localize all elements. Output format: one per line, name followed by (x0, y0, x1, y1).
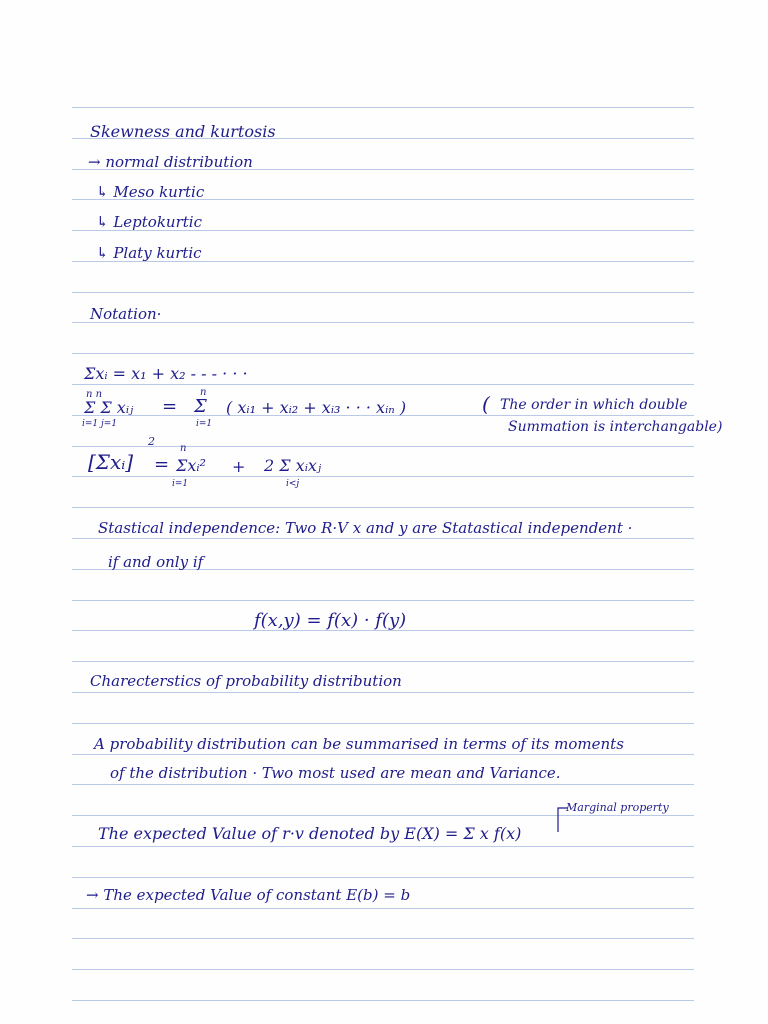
ruled-line (72, 507, 694, 508)
double-sum-lower-limits: i=1 j=1 (82, 419, 118, 429)
normal-distribution-item: → normal distribution (88, 153, 253, 171)
term1-upper-limit: n (180, 443, 187, 454)
ruled-line (72, 938, 694, 939)
interchange-comment-line2: Summation is interchangable) (508, 419, 723, 435)
comment-open-paren: ( (482, 392, 490, 416)
marginal-property-label: Marginal property (566, 801, 669, 814)
ruled-line (72, 784, 694, 785)
rhs-upper-limit: n (200, 387, 207, 398)
ruled-line (72, 538, 694, 539)
square-sum-plus: + (232, 457, 246, 476)
ruled-line (72, 107, 694, 108)
rhs-sigma: Σ (194, 396, 207, 417)
ruled-line (72, 754, 694, 755)
double-sum-lhs: Σ Σ xᵢⱼ (84, 398, 134, 417)
ruled-line (72, 292, 694, 293)
expected-value-constant: → The expected Value of constant E(b) = b (86, 886, 411, 904)
term2-lower-limit: i<j (286, 479, 300, 489)
ruled-line (72, 815, 694, 816)
ruled-line (72, 908, 694, 909)
ruled-line (72, 322, 694, 323)
ruled-line (72, 723, 694, 724)
ruled-line (72, 600, 694, 601)
ruled-line (72, 692, 694, 693)
independence-definition: Stastical independence: Two R·V x and y are Statastical independent · (98, 519, 633, 537)
sum-expansion: Σxᵢ = x₁ + x₂ - - - · · · (84, 364, 248, 383)
ruled-line (72, 877, 694, 878)
square-sum-term1: Σxᵢ² (176, 456, 206, 475)
ruled-line (72, 1000, 694, 1001)
kurtic-item-meso: ↳ Meso kurtic (96, 183, 205, 201)
kurtic-item-lepto: ↳ Leptokurtic (96, 213, 202, 231)
characteristics-heading: Charecterstics of probability distribution (90, 672, 402, 690)
ruled-line (72, 476, 694, 477)
ruled-line (72, 969, 694, 970)
square-sum-power: 2 (148, 435, 155, 448)
ruled-line (72, 661, 694, 662)
expected-value-definition: The expected Value of r·v denoted by E(X) = Σ x f(x) (98, 824, 522, 843)
term1-lower-limit: i=1 (172, 479, 189, 489)
kurtic-item-platy: ↳ Platy kurtic (96, 244, 202, 262)
double-sum-rhs: ( xᵢ₁ + xᵢ₂ + xᵢ₃ · · · xᵢₙ ) (226, 398, 407, 417)
independence-condition: if and only if (108, 553, 204, 571)
summary-line-1: A probability distribution can be summarised in terms of its moments (94, 735, 624, 753)
notation-heading: Notation· (90, 305, 162, 323)
ruled-line (72, 353, 694, 354)
summary-line-2: of the distribution · Two most used are mean and Variance. (110, 764, 561, 782)
interchange-comment-line1: The order in which double (500, 397, 688, 413)
rhs-lower-limit: i=1 (196, 419, 213, 429)
ruled-line (72, 846, 694, 847)
ruled-line (72, 384, 694, 385)
double-sum-upper-limits: n n (86, 389, 103, 400)
double-sum-equals: = (162, 396, 178, 417)
square-sum-term2: 2 Σ xᵢxⱼ (264, 456, 322, 475)
square-sum-lhs: [Σxᵢ] (88, 450, 134, 474)
marginal-pointer-arrow (556, 804, 570, 834)
independence-formula: f(x,y) = f(x) · f(y) (254, 610, 407, 631)
title-skewness-kurtosis: Skewness and kurtosis (90, 122, 276, 141)
square-sum-equals: = (154, 454, 170, 475)
ruled-line (72, 446, 694, 447)
